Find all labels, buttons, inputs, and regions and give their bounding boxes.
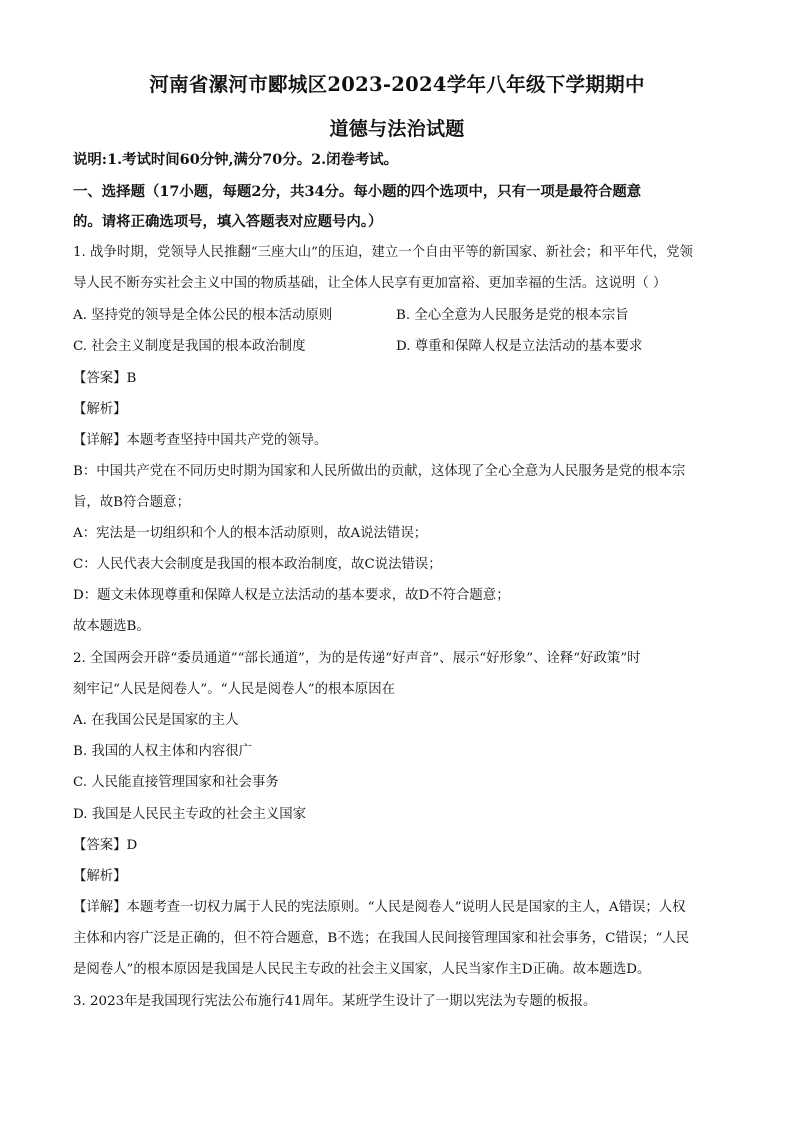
q2-stem-line2: 刻牢记“人民是阅卷人”。“人民是阅卷人”的根本原因在: [73, 682, 395, 697]
q1-explain-b-line2: 旨，故B符合题意；: [73, 495, 190, 510]
q1-option-a: A. 坚持党的领导是全体公民的根本活动原则: [73, 308, 333, 323]
q1-explain-d: D：题文未体现尊重和保障人权是立法活动的基本要求，故D不符合题意；: [73, 588, 510, 603]
q2-option-c: C. 人民能直接管理国家和社会事务: [73, 775, 279, 790]
q1-answer: 【答案】B: [73, 371, 137, 386]
document-subtitle: 道德与法治试题: [329, 118, 465, 140]
q2-option-b: B. 我国的人权主体和内容很广: [73, 744, 253, 759]
q1-option-d: D. 尊重和保障人权是立法活动的基本要求: [396, 339, 643, 354]
q2-answer: 【答案】D: [73, 838, 138, 853]
q1-explain-a: A：宪法是一切组织和个人的根本活动原则，故A说法错误；: [73, 526, 428, 541]
q1-option-c: C. 社会主义制度是我国的根本政治制度: [73, 339, 306, 354]
q2-detail-line2: 主体和内容广泛是正确的，但不符合题意，B不选；在我国人民间接管理国家和社会事务，C错误；“人民: [73, 931, 690, 946]
q2-option-a: A. 在我国公民是国家的主人: [73, 713, 239, 728]
q2-detail-line1: 【详解】本题考查一切权力属于人民的宪法原则。“人民是阅卷人”说明人民是国家的主人，A错误；人权: [73, 900, 686, 915]
document-title: 河南省漯河市郾城区2023-2024学年八年级下学期期中: [149, 73, 645, 96]
q2-analysis-tag: 【解析】: [73, 869, 127, 884]
q1-detail: 【详解】本题考查坚持中国共产党的领导。: [73, 433, 328, 448]
q1-explain-b-line1: B：中国共产党在不同历史时期为国家和人民所做出的贡献，这体现了全心全意为人民服务是党的根本宗: [73, 464, 686, 479]
section-heading-line2: 的。请将正确选项号，填入答题表对应题号内。）: [73, 213, 383, 230]
q2-option-d: D. 我国是人民民主专政的社会主义国家: [73, 807, 307, 822]
q1-stem-line1: 1. 战争时期，党领导人民推翻“三座大山”的压迫，建立一个自由平等的新国家、新社会；和平年代，党领: [73, 245, 693, 260]
q1-analysis-tag: 【解析】: [73, 402, 127, 417]
q1-explain-c: C：人民代表大会制度是我国的根本政治制度，故C说法错误；: [73, 557, 442, 572]
section-heading-line1: 一、选择题（17小题，每题2分，共34分。每小题的四个选项中，只有一项是最符合题意: [73, 183, 642, 200]
q1-conclusion: 故本题选B。: [73, 619, 150, 634]
q3-stem-line1: 3. 2023年是我国现行宪法公布施行41周年。某班学生设计了一期以宪法为专题的板报。: [73, 994, 597, 1009]
q2-detail-line3: 是阅卷人”的根本原因是我国是人民民主专政的社会主义国家，人民当家作主D正确。故本题选D。: [73, 962, 651, 977]
exam-instructions: 说明:1.考试时间60分钟,满分70分。2.闭卷考试。: [73, 151, 399, 168]
q1-stem-line2: 导人民不断夯实社会主义中国的物质基础，让全体人民享有更加富裕、更加幸福的生活。这说明（ ）: [73, 276, 667, 291]
q2-stem-line1: 2. 全国两会开辟“委员通道”“部长通道”，为的是传递“好声音”、展示“好形象”、诠释“好政策”时: [73, 651, 641, 666]
q1-option-b: B. 全心全意为人民服务是党的根本宗旨: [396, 308, 629, 323]
